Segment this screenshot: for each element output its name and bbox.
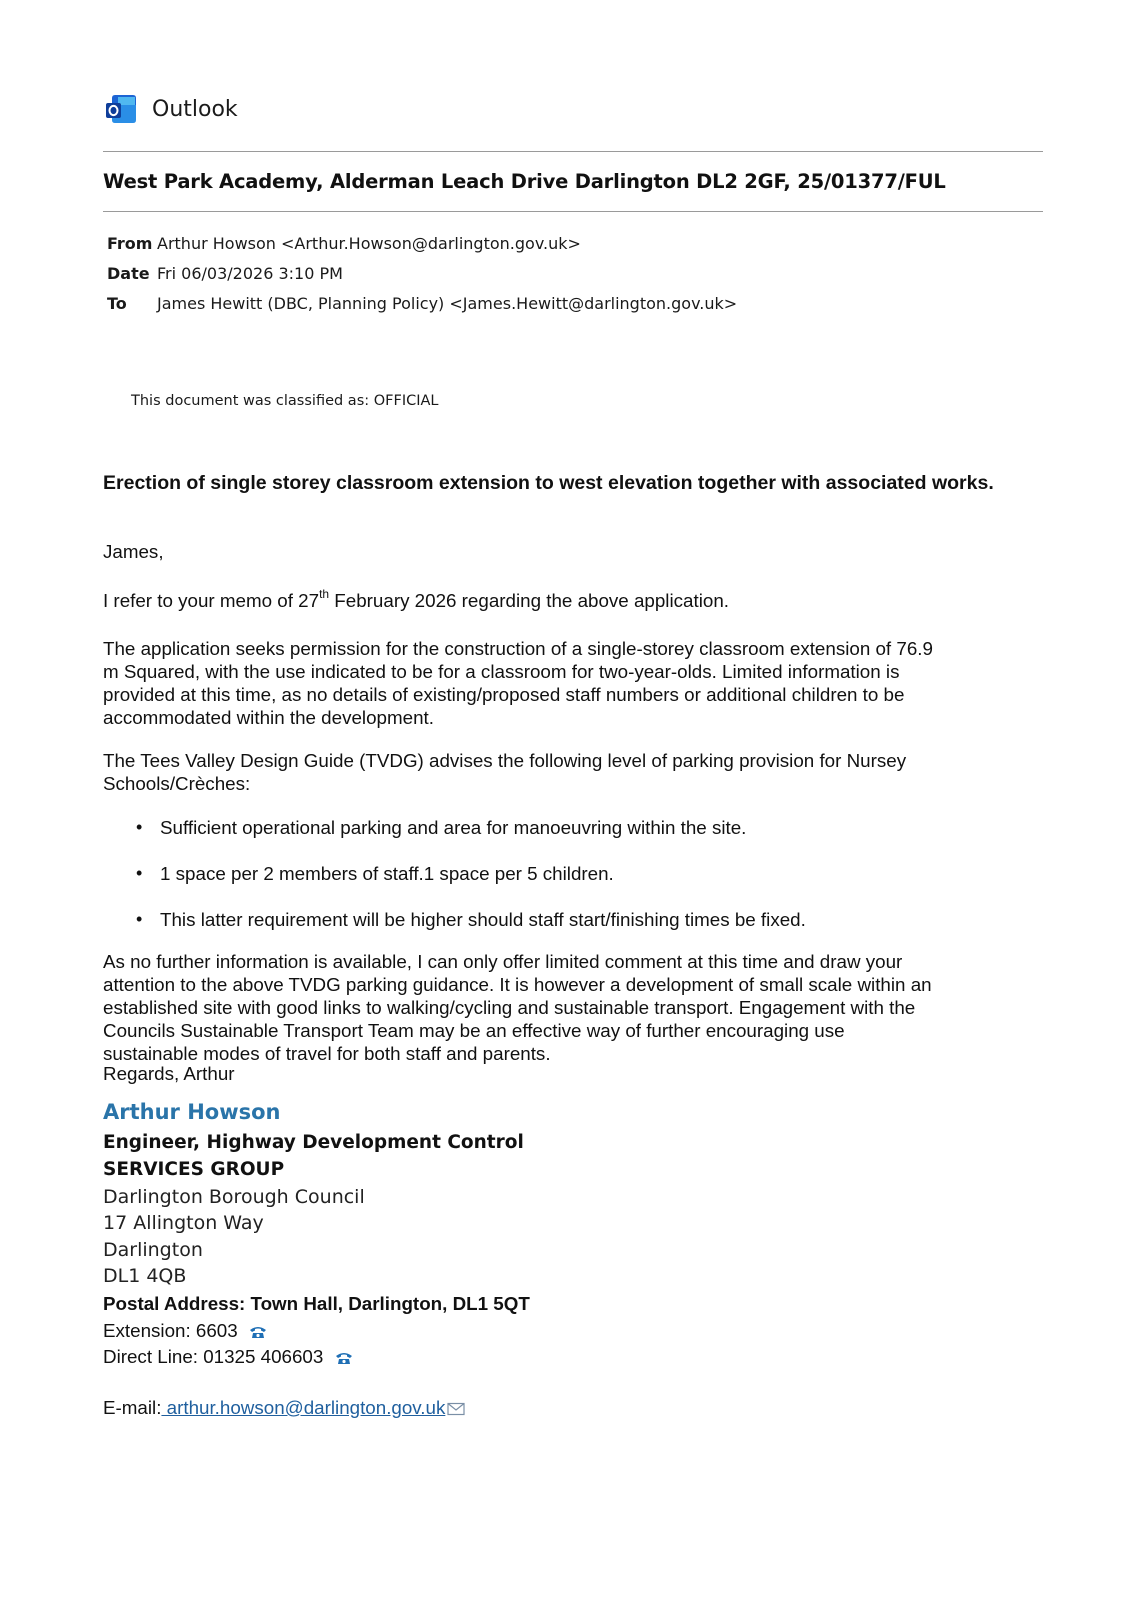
direct-line-row (103, 1346, 353, 1368)
to-label: To (107, 294, 127, 313)
signature-name: Arthur Howson (103, 1100, 281, 1124)
list-item: • 1 space per 2 members of staff.1 space per 5 children. (136, 862, 1016, 908)
paragraph-line: As no further information is available, I can only offer limited comment at this time and draw your (103, 951, 903, 972)
to-value[interactable]: James Hewitt (DBC, Planning Policy) <James.Hewitt@darlington.gov.uk> (157, 294, 738, 313)
paragraph-line: Schools/Crèches: (103, 773, 251, 794)
paragraph-line: The Tees Valley Design Guide (TVDG) advises the following level of parking provision for Nursey (103, 750, 907, 771)
paragraph-line: attention to the above TVDG parking guidance. It is however a development of small scale within an (103, 974, 932, 995)
paragraph-tvdg (103, 749, 1033, 795)
paragraph-line: m Squared, with the use indicated to be for a classroom for two-year-olds. Limited information is (103, 661, 900, 682)
paragraph-line: provided at this time, as no details of existing/proposed staff numbers or additional children to be (103, 684, 905, 705)
email-link[interactable]: arthur.howson@darlington.gov.uk (161, 1397, 446, 1418)
address-line: Darlington Borough Council (103, 1186, 365, 1208)
subject-divider (103, 211, 1043, 212)
from-value[interactable]: Arthur Howson <Arthur.Howson@darlington.gov.uk> (157, 234, 581, 253)
list-item: • This latter requirement will be higher should staff start/finishing times be fixed. (136, 908, 1016, 954)
memo-ordinal: th (319, 586, 330, 601)
signature-group: SERVICES GROUP (103, 1159, 285, 1180)
parking-requirements-list (136, 816, 1016, 954)
extension-number: Extension: 6603 (103, 1320, 238, 1341)
email-label: E-mail: (103, 1397, 162, 1418)
body-heading: Erection of single storey classroom extension to west elevation together with associated works. (103, 472, 994, 494)
outlook-logo-icon (104, 92, 138, 126)
phone-icon (249, 1325, 267, 1339)
date-value: Fri 06/03/2026 3:10 PM (157, 264, 343, 283)
phone-icon (335, 1351, 353, 1365)
date-row (107, 264, 343, 283)
paragraph-line: The application seeks permission for the construction of a single-storey classroom extension of 76.9 (103, 638, 933, 659)
address-line: 17 Allington Way (103, 1212, 264, 1234)
direct-line-number: Direct Line: 01325 406603 (103, 1346, 324, 1367)
memo-text-start: I refer to your memo of 27 (103, 590, 320, 611)
memo-text-end: February 2026 regarding the above application. (329, 590, 729, 611)
postal-address: Postal Address: Town Hall, Darlington, DL1 5QT (103, 1293, 530, 1314)
sign-off: Regards, Arthur (103, 1063, 235, 1084)
address-line: DL1 4QB (103, 1265, 187, 1287)
app-header (104, 92, 238, 126)
header-divider (103, 151, 1043, 152)
classification-notice: This document was classified as: OFFICIAL (131, 393, 439, 409)
paragraph-comment (103, 950, 1033, 1065)
paragraph-line: accommodated within the development. (103, 707, 434, 728)
list-item: • Sufficient operational parking and area for manoeuvring within the site. (136, 816, 1016, 862)
paragraph-line: Councils Sustainable Transport Team may be an effective way of further encouraging use (103, 1020, 845, 1041)
to-row (107, 294, 737, 313)
from-row (107, 234, 581, 253)
paragraph-line: established site with good links to walking/cycling and sustainable transport. Engagement with the (103, 997, 916, 1018)
signature-title: Engineer, Highway Development Control (103, 1132, 524, 1153)
envelope-icon (447, 1402, 465, 1416)
extension-row (103, 1320, 267, 1342)
memo-reference (103, 586, 1033, 612)
paragraph-line: sustainable modes of travel for both staff and parents. (103, 1043, 551, 1064)
email-row (103, 1397, 465, 1419)
date-label: Date (107, 264, 150, 283)
app-name: Outlook (152, 96, 238, 122)
salutation: James, (103, 541, 164, 562)
email-subject: West Park Academy, Alderman Leach Drive Darlington DL2 2GF, 25/01377/FUL (103, 170, 946, 193)
from-label: From (107, 234, 153, 253)
address-line: Darlington (103, 1239, 203, 1261)
paragraph-application (103, 637, 1033, 729)
